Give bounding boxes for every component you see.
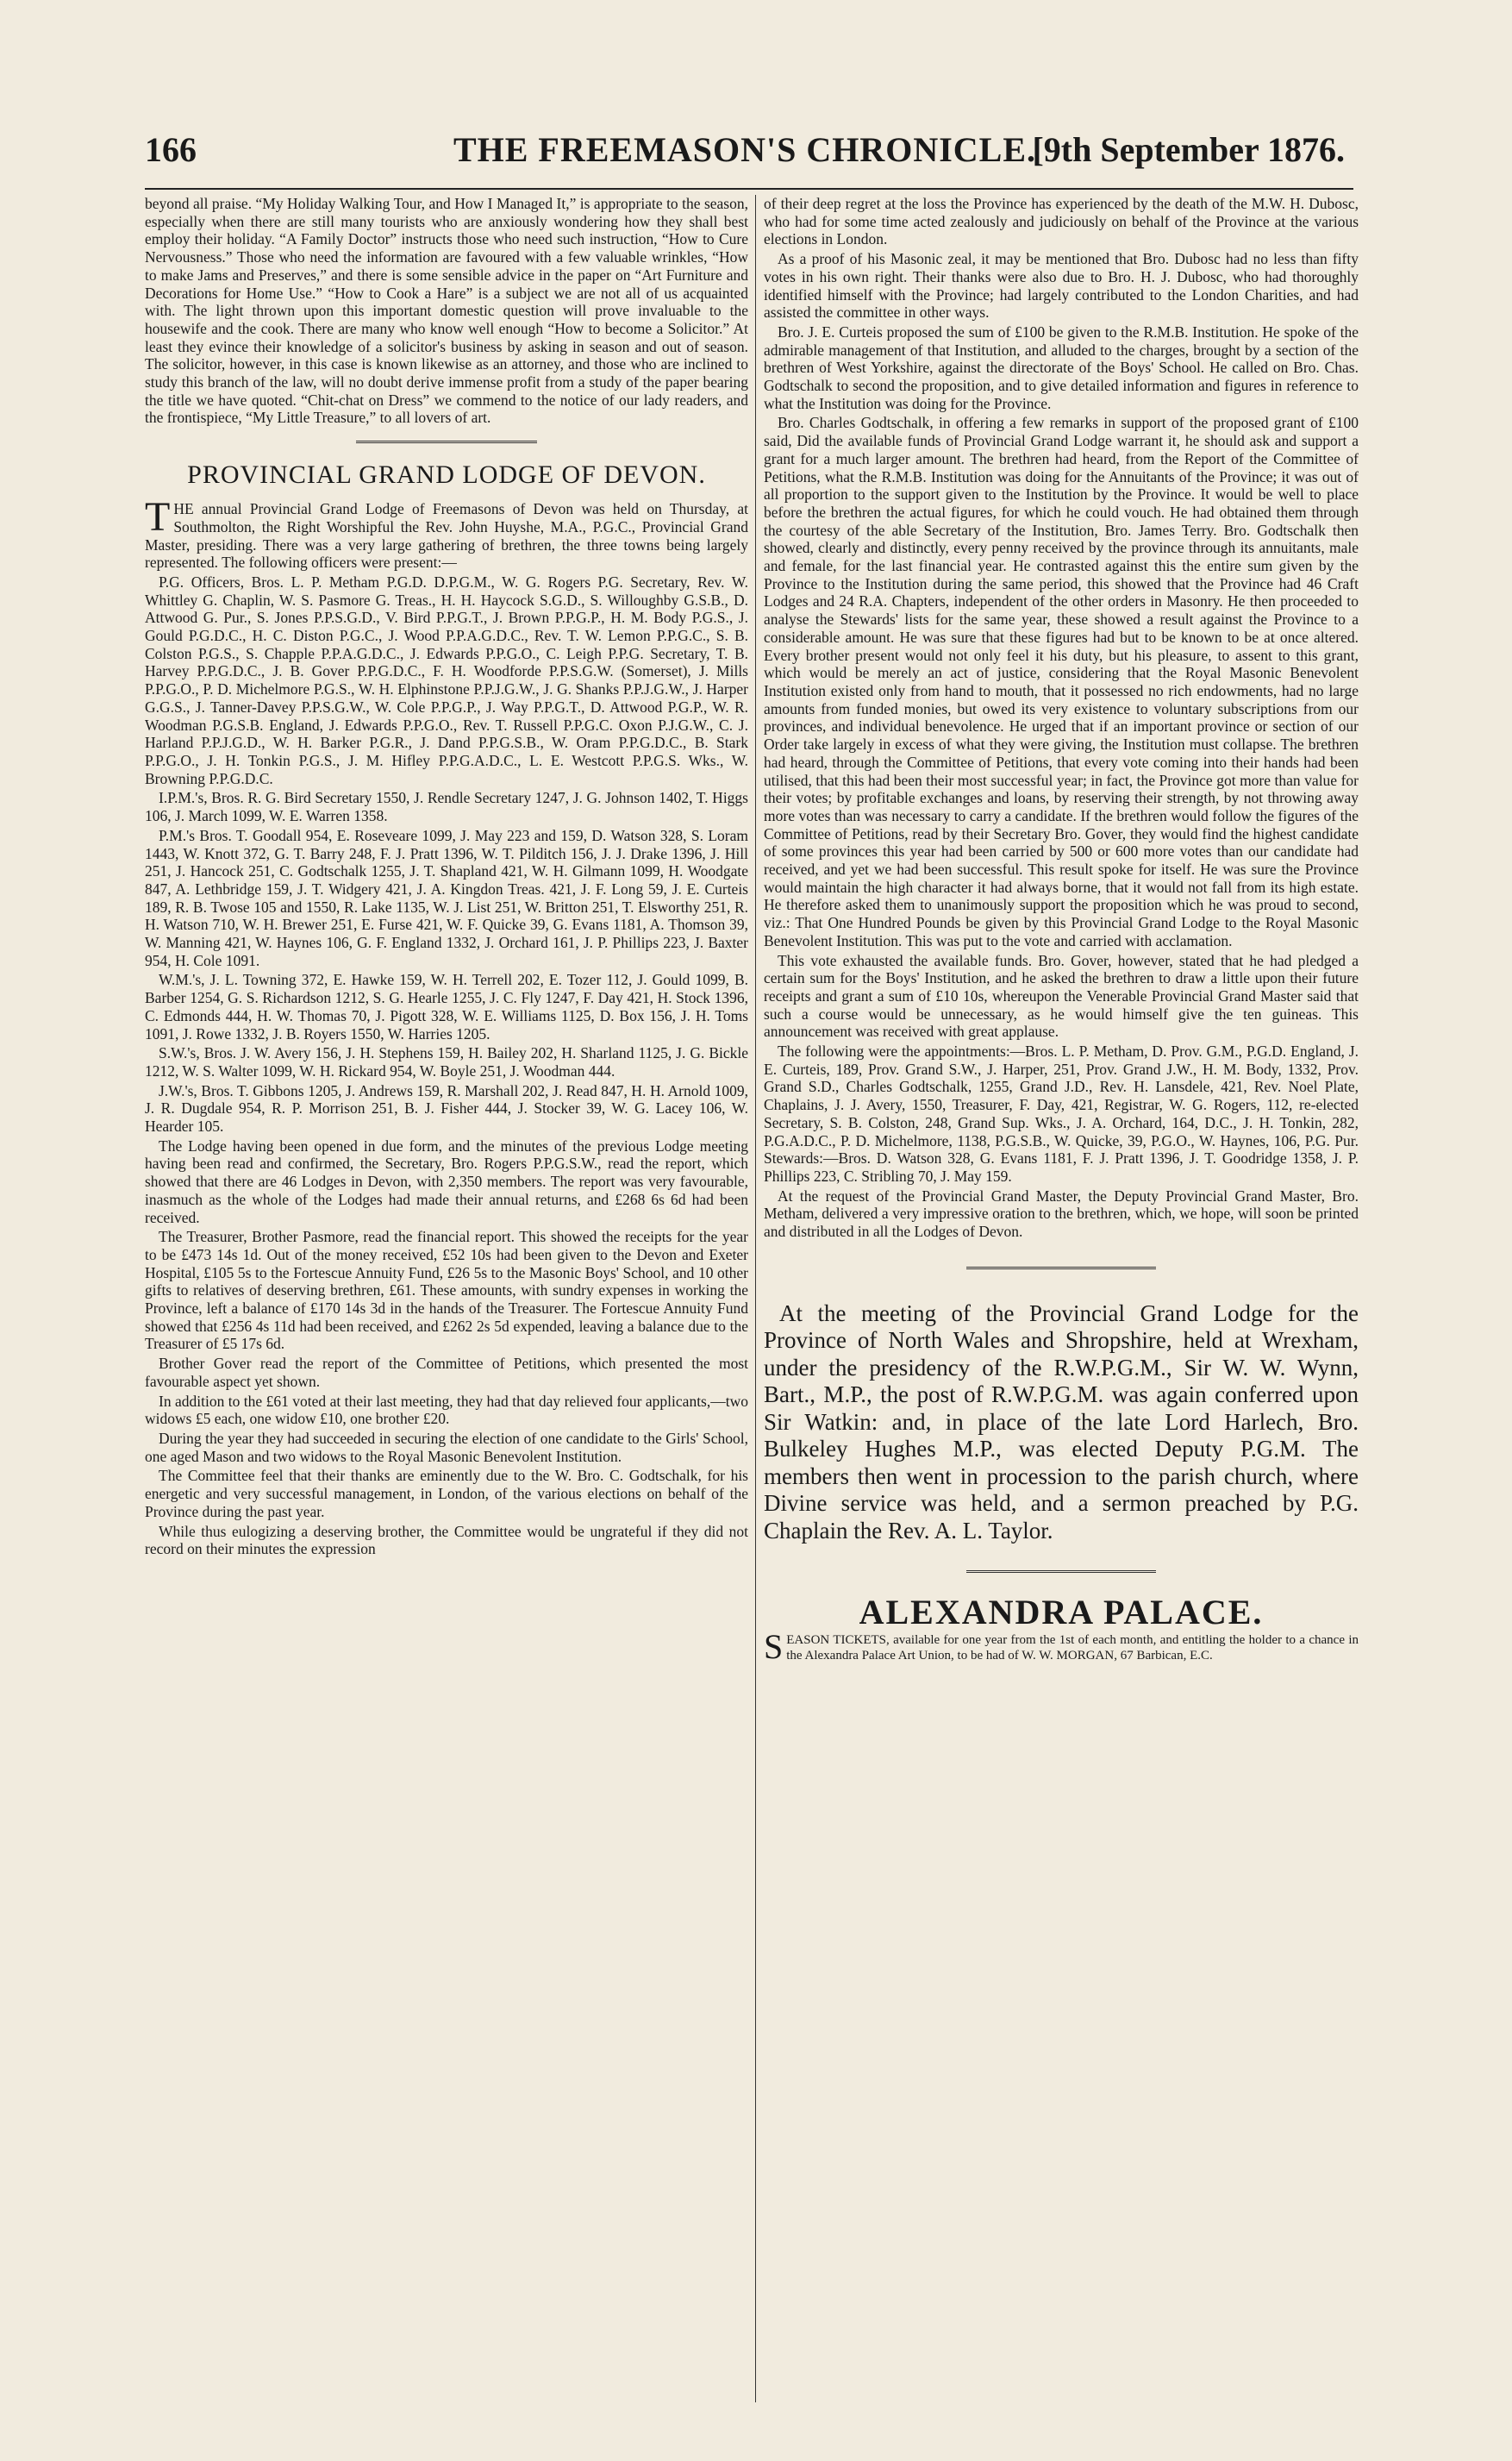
article-paragraph: The following were the appointments:—Bros. L. P. Metham, D. Prov. G.M., P.G.D. England, J. E. Curteis, 189, Prov. Grand S.W., J. Harper, 251, Prov. Grand J.W., H. M. Body, 1332, Prov. Grand S.D., Charles Godtschalk, 1255, Grand J.D., Rev. H. Lansdele, 421, Rev. Noel Plate, Chaplains, J. J. Avery, 1550, Treasurer, F. Day, 421, Registrar, W. G. Rogers, 112, re-elected Secretary, S. B. Colston, 248, Grand Sup. Wks., J. A. Orchard, 164, D.C., J. H. Tonkin, 282, P.G.A.D.C., P. D. Michelmore, 1138, P.G.S.B., W. Quicke, 39, P.G.O., W. Haynes, 106, P.G. Pur. Stewards:—Bros. D. Watson 328, G. Evans 1181, F. J. Pratt 1396, J. T. Goodridge 1358, J. P. Phillips 223, C. Stribling 70, J. May 159.: [764, 1043, 1359, 1185]
article-paragraph: W.M.'s, J. L. Towning 372, E. Hawke 159, W. H. Terrell 202, E. Tozer 112, J. Gould 1099, B. Barber 1254, G. S. Richardson 1212, S. G. Hearle 1255, J. C. Fly 1247, F. Day 421, H. Stock 1396, C. Edmonds 444, H. W. Thomas 70, J. Pigott 328, W. E. Williams 1125, D. Box 156, J. H. Toms 1091, J. Rowe 1332, J. B. Royers 1550, W. Harries 1205.: [145, 971, 748, 1043]
opening-text: HE annual Provincial Grand Lodge of Freemasons of Devon was held on Thursday, at Southmolton, the Right Worshipful the Rev. John Huyshe, M.A., P.G.C., Provincial Grand Master, presiding. There was a very large gathering of brethren, the three towns being largely represented. The following officers were present:—: [145, 500, 748, 572]
article-paragraph: As a proof of his Masonic zeal, it may be mentioned that Bro. Dubosc had no less than fifty votes in his own right. Their thanks were also due to Bro. H. J. Dubosc, who had thoroughly identified himself with the Province; had largely contributed to the London Charities, and had assisted the committee in other ways.: [764, 250, 1359, 322]
ad-text: EASON TICKETS, available for one year from the 1st of each month, and entitling the holder to a chance in the Alexandra Palace Art Union, to be had of W. W. MORGAN, 67 Barbican, E.C.: [786, 1632, 1359, 1663]
article-paragraph: of their deep regret at the loss the Province has experienced by the death of the M.W. H. Dubosc, who had for some time acted zealously and judiciously on behalf of the Province at the various elections in London.: [764, 195, 1359, 248]
article-paragraph: Bro. Charles Godtschalk, in offering a few remarks in support of the proposed grant of £100 said, Did the available funds of Provincial Grand Lodge warrant it, he should ask and support a grant for a much larger amount. The brethren had heard, from the Report of the Committee of Petitions, what the R.M.B. Institution was doing for the Annuitants of the Province; it was out of all proportion to the support given to the Institution by the Province. It would be well to place before the brethren the actual figures, for which he could vouch. He had obtained them through the courtesy of the able Secretary of the Institution, Bro. James Terry. Bro. Godtschalk then showed, clearly and distinctly, every penny received by the province through its annuitants, male and female, for the last financial year. He contrasted against this the entire sum given by the Province to the Institution during the same period, this showed that the Province had 46 Craft Lodges and 24 R.A. Chapters, independent of the other orders in Masonry. He then proceeded to analyse the Stewards' lists for the same year, these showed a result against the Province to a considerable amount. He was sure that these figures had but to be known to be at once altered. Every brother present would not only feel it his duty, but his pleasure, to assent to this grant, which would be merely an act of justice, considering that the Royal Masonic Benevolent Institution existed only from hand to mouth, that it possessed no rich endowments, had no large amounts from funded monies, but owed its very existence to voluntary subscriptions from our provinces, and individual benevolence. He urged that if an important province or section of our Order take largely in excess of what they were giving, the Institution must collapse. The brethren had heard, through the Committee of Petitions, that every vote coming into their hands had been utilised, that this had been their most successful year; in fact, the Province got more than value for their votes; by profitable exchanges and loans, by reserving their strength, by not throwing away more votes than was necessary to carry a candidate. If the brethren would follow the figures of the Committee of Petitions, read by their Secretary Bro. Gover, they would find the highest candidate of some provinces this year had been carried by 500 or 600 more votes than our candidate had received, and yet we had been successful. This result spoke for itself. He was sure the Province would maintain the high character it had always borne, that it would not fall from its high estate. He therefore asked them to unanimously support the proposition which he was proud to second, viz.: That One Hundred Pounds be given by this Provincial Grand Lodge to the Royal Masonic Benevolent Institution. This was put to the vote and carried with acclamation.: [764, 414, 1359, 949]
article-paragraph: The Treasurer, Brother Pasmore, read the financial report. This showed the receipts for the year to be £473 14s 1d. Out of the money received, £52 10s had been given to the Devon and Exeter Hospital, £105 5s to the Fortescue Annuity Fund, £26 5s to the Masonic Boys' School, and 10 other gifts to relatives of deserving brethren, £61. These amounts, with sundry expenses in working the Province, left a balance of £170 14s 3d in the hands of the Treasurer. The Fortescue Annuity Fund showed that £256 4s 11d had been received, and £262 2s 5d expended, leaving a balance due to the Treasurer of £5 17s 6d.: [145, 1228, 748, 1353]
wrexham-note: At the meeting of the Provincial Grand Lodge for the Province of North Wales and Shropshire, held at Wrexham, under the presidency of the R.W.P.G.M., Sir W. W. Wynn, Bart., M.P., the post of R.W.P.G.M. was again conferred upon Sir Watkin: and, in place of the late Lord Harlech, Bro. Bulkeley Hughes M.P., was elected Deputy P.G.M. The members then went in procession to the parish church, where Divine service was held, and a sermon preached by P.G. Chaplain the Rev. A. L. Taylor.: [764, 1299, 1359, 1544]
left-column: [145, 195, 748, 1560]
article-paragraph: Brother Gover read the report of the Committee of Petitions, which presented the most favourable aspect yet shown.: [145, 1355, 748, 1390]
article-paragraph: While thus eulogizing a deserving brother, the Committee would be ungrateful if they did not record on their minutes the expression: [145, 1522, 748, 1558]
header-rule: [145, 188, 1353, 190]
page-number: 166: [145, 130, 197, 169]
ad-drop-cap: S: [764, 1626, 784, 1666]
article-paragraph: This vote exhausted the available funds. Bro. Gover, however, stated that he had pledged a certain sum for the Boys' Institution, and he asked the brethren to draw a little upon their future receipts and grant a sum of £10 10s, whereupon the Venerable Provincial Grand Master said that such a course would be unnecessary, as he would himself give the ten guineas. This announcement was received with great applause.: [764, 951, 1359, 1041]
article-paragraph: In addition to the £61 voted at their last meeting, they had that day relieved four applicants,—two widows £5 each, one widow £10, one brother £20.: [145, 1392, 748, 1428]
season-tickets-ad: [764, 1626, 1359, 1666]
article-paragraph: P.G. Officers, Bros. L. P. Metham P.G.D. D.P.G.M., W. G. Rogers P.G. Secretary, Rev. W. Whittley G. Chaplin, W. S. Pasmore G. Treas., H. H. Haycock S.G.D., S. Willoughby G.S.B., D. Attwood G. Pur., S. Jones P.P.S.G.D., V. Bird P.P.G.T., J. Brown P.P.G.P., H. M. Body P.G.S., J. Gould P.G.D.C., H. C. Diston P.G.C., J. Wood P.P.A.G.D.C., Rev. T. W. Lemon P.P.G.C., S. B. Colston P.G.S., S. Chapple P.P.A.G.D.C., J. Edwards P.P.G.O., C. Leigh P.P.G. Secretary, T. B. Harvey P.P.G.D.C., J. B. Gover P.P.G.D.C., F. H. Woodforde P.P.S.G.W. (Somerset), J. Mills P.P.G.O., P. D. Michelmore P.G.S., W. H. Elphinstone P.P.J.G.W., J. G. Shanks P.P.J.G.W., J. Harper G.G.S., J. Tanner-Davey P.P.S.G.W., W. Cole P.P.G.P., J. Way P.P.G.T., D. Attwood P.G.P., W. R. Woodman P.G.S.B. England, J. Edwards P.P.G.O., Rev. T. Russell P.P.G.C. Oxon P.J.G.W., C. J. Harland P.P.J.G.D., W. H. Barker P.G.R., J. Dand P.P.G.S.B., W. Oram P.P.G.D.C., B. Stark P.P.G.O., J. H. Tonkin P.G.S., J. M. Hifley P.P.G.A.D.C., L. E. Westcott P.P.G.S. Wks., W. Browning P.P.G.D.C.: [145, 573, 748, 787]
article-paragraph: Bro. J. E. Curteis proposed the sum of £100 be given to the R.M.B. Institution. He spoke of the admirable management of that Institution, and alluded to the charges, brought by a section of the brethren of West Yorkshire, against the directorate of the Boys' School. He called on Bro. Chas. Godtschalk to second the proposition, and to give detailed information and figures in reference to what the Institution was doing for the Province.: [764, 322, 1359, 412]
right-column: [764, 195, 1359, 1665]
page-header: [145, 129, 1345, 178]
section-rule: [966, 1267, 1156, 1271]
alexandra-palace-title: ALEXANDRA PALACE.: [859, 1593, 1264, 1632]
opening-paragraph: [145, 494, 748, 572]
article-paragraph: S.W.'s, Bros. J. W. Avery 156, J. H. Stephens 159, H. Bailey 202, H. Sharland 1125, J. G. Bickle 1212, W. S. Walter 1099, W. H. Rickard 954, W. Boyle 251, J. Woodman 444.: [145, 1044, 748, 1080]
issue-date: [9th September 1876.: [1032, 130, 1345, 169]
section-title: PROVINCIAL GRAND LODGE OF DEVON.: [187, 460, 706, 490]
article-paragraph: The Committee feel that their thanks are eminently due to the W. Bro. C. Godtschalk, for his energetic and very successful management, in London, of the various elections on behalf of the Province during the past year.: [145, 1467, 748, 1520]
section-rule: [966, 1570, 1156, 1575]
article-paragraph: The Lodge having been opened in due form, and the minutes of the previous Lodge meeting having been read and confirmed, the Secretary, Bro. Rogers P.P.G.S.W., read the report, which showed that there are 46 Lodges in Devon, with 2,350 members. The report was very favourable, inasmuch as the whole of the Lodges had made their annual returns, and £268 6s 6d had been received.: [145, 1137, 748, 1226]
article-paragraph: P.M.'s Bros. T. Goodall 954, E. Roseveare 1099, J. May 223 and 159, D. Watson 328, S. Loram 1443, W. Knott 372, G. T. Barry 248, F. J. Pratt 1396, W. T. Pilditch 156, J. J. Drake 1396, J. Hill 251, J. Hancock 251, C. Godtschalk 1255, J. T. Shapland 421, W. H. Gilmann 1099, H. Woodgate 847, A. Lethbridge 159, J. T. Widgery 421, J. A. Kingdon Treas. 421, J. F. Long 59, J. E. Curteis 189, R. B. Twose 105 and 1550, R. Lake 1135, W. J. List 251, W. Britton 251, T. Elsworthy 251, R. H. Watson 710, W. H. Brewer 251, E. Furse 421, W. F. Quicke 39, G. Evans 1181, A. Thomson 39, W. Manning 421, W. Haynes 106, G. F. England 1332, J. Orchard 161, J. P. Phillips 223, J. Baxter 954, H. Cole 1091.: [145, 826, 748, 969]
drop-cap: T: [145, 494, 171, 541]
intro-paragraph: beyond all praise. “My Holiday Walking Tour, and How I Managed It,” is appropriate to the season, especially when there are still many tourists who are anxiously wondering how they shall best employ their holiday. “A Family Doctor” instructs those who need such instruction, “How to Cure Nervousness.” Those who need the information are favoured with a few valuable wrinkles, “How to make Jams and Preserves,” and there is some sensible advice in the paper on “Art Furniture and Decorations for Home Use.” “How to Cook a Hare” is a subject we are not all of us acquainted with. The light thrown upon this important domestic question will prove invaluable to the housewife and the cook. There are many who know well enough “How to become a Solicitor.” At least they evince their knowledge of a solicitor's business by asking in season and out of season. The solicitor, however, in this case is known likewise as an attorney, and those who are inclined to study this branch of the law, will no doubt derive immense profit from a study of the paper bearing the title we have quoted. “Chit-chat on Dress” we commend to the notice of our lady readers, and the frontispiece, “My Little Treasure,” to all lovers of art.: [145, 195, 748, 427]
masthead-title: THE FREEMASON'S CHRONICLE.: [453, 130, 1037, 169]
article-paragraph: At the request of the Provincial Grand Master, the Deputy Provincial Grand Master, Bro. Metham, delivered a very impressive oration to the brethren, which, we hope, will soon be printed and distributed in all the Lodges of Devon.: [764, 1187, 1359, 1241]
article-paragraph: During the year they had succeeded in securing the election of one candidate to the Girls' School, one aged Mason and two widows to the Royal Masonic Benevolent Institution.: [145, 1430, 748, 1465]
article-paragraph: J.W.'s, Bros. T. Gibbons 1205, J. Andrews 159, R. Marshall 202, J. Read 847, H. H. Arnold 1009, J. R. Dugdale 954, R. P. Morrison 251, B. J. Fisher 444, J. Stocker 39, W. G. Lacey 106, W. Hearder 105.: [145, 1081, 748, 1136]
section-rule: [356, 441, 537, 445]
article-paragraph: I.P.M.'s, Bros. R. G. Bird Secretary 1550, J. Rendle Secretary 1247, J. G. Johnson 1402, T. Higgs 106, J. March 1099, W. E. Warren 1358.: [145, 789, 748, 825]
column-divider: [755, 195, 756, 2402]
